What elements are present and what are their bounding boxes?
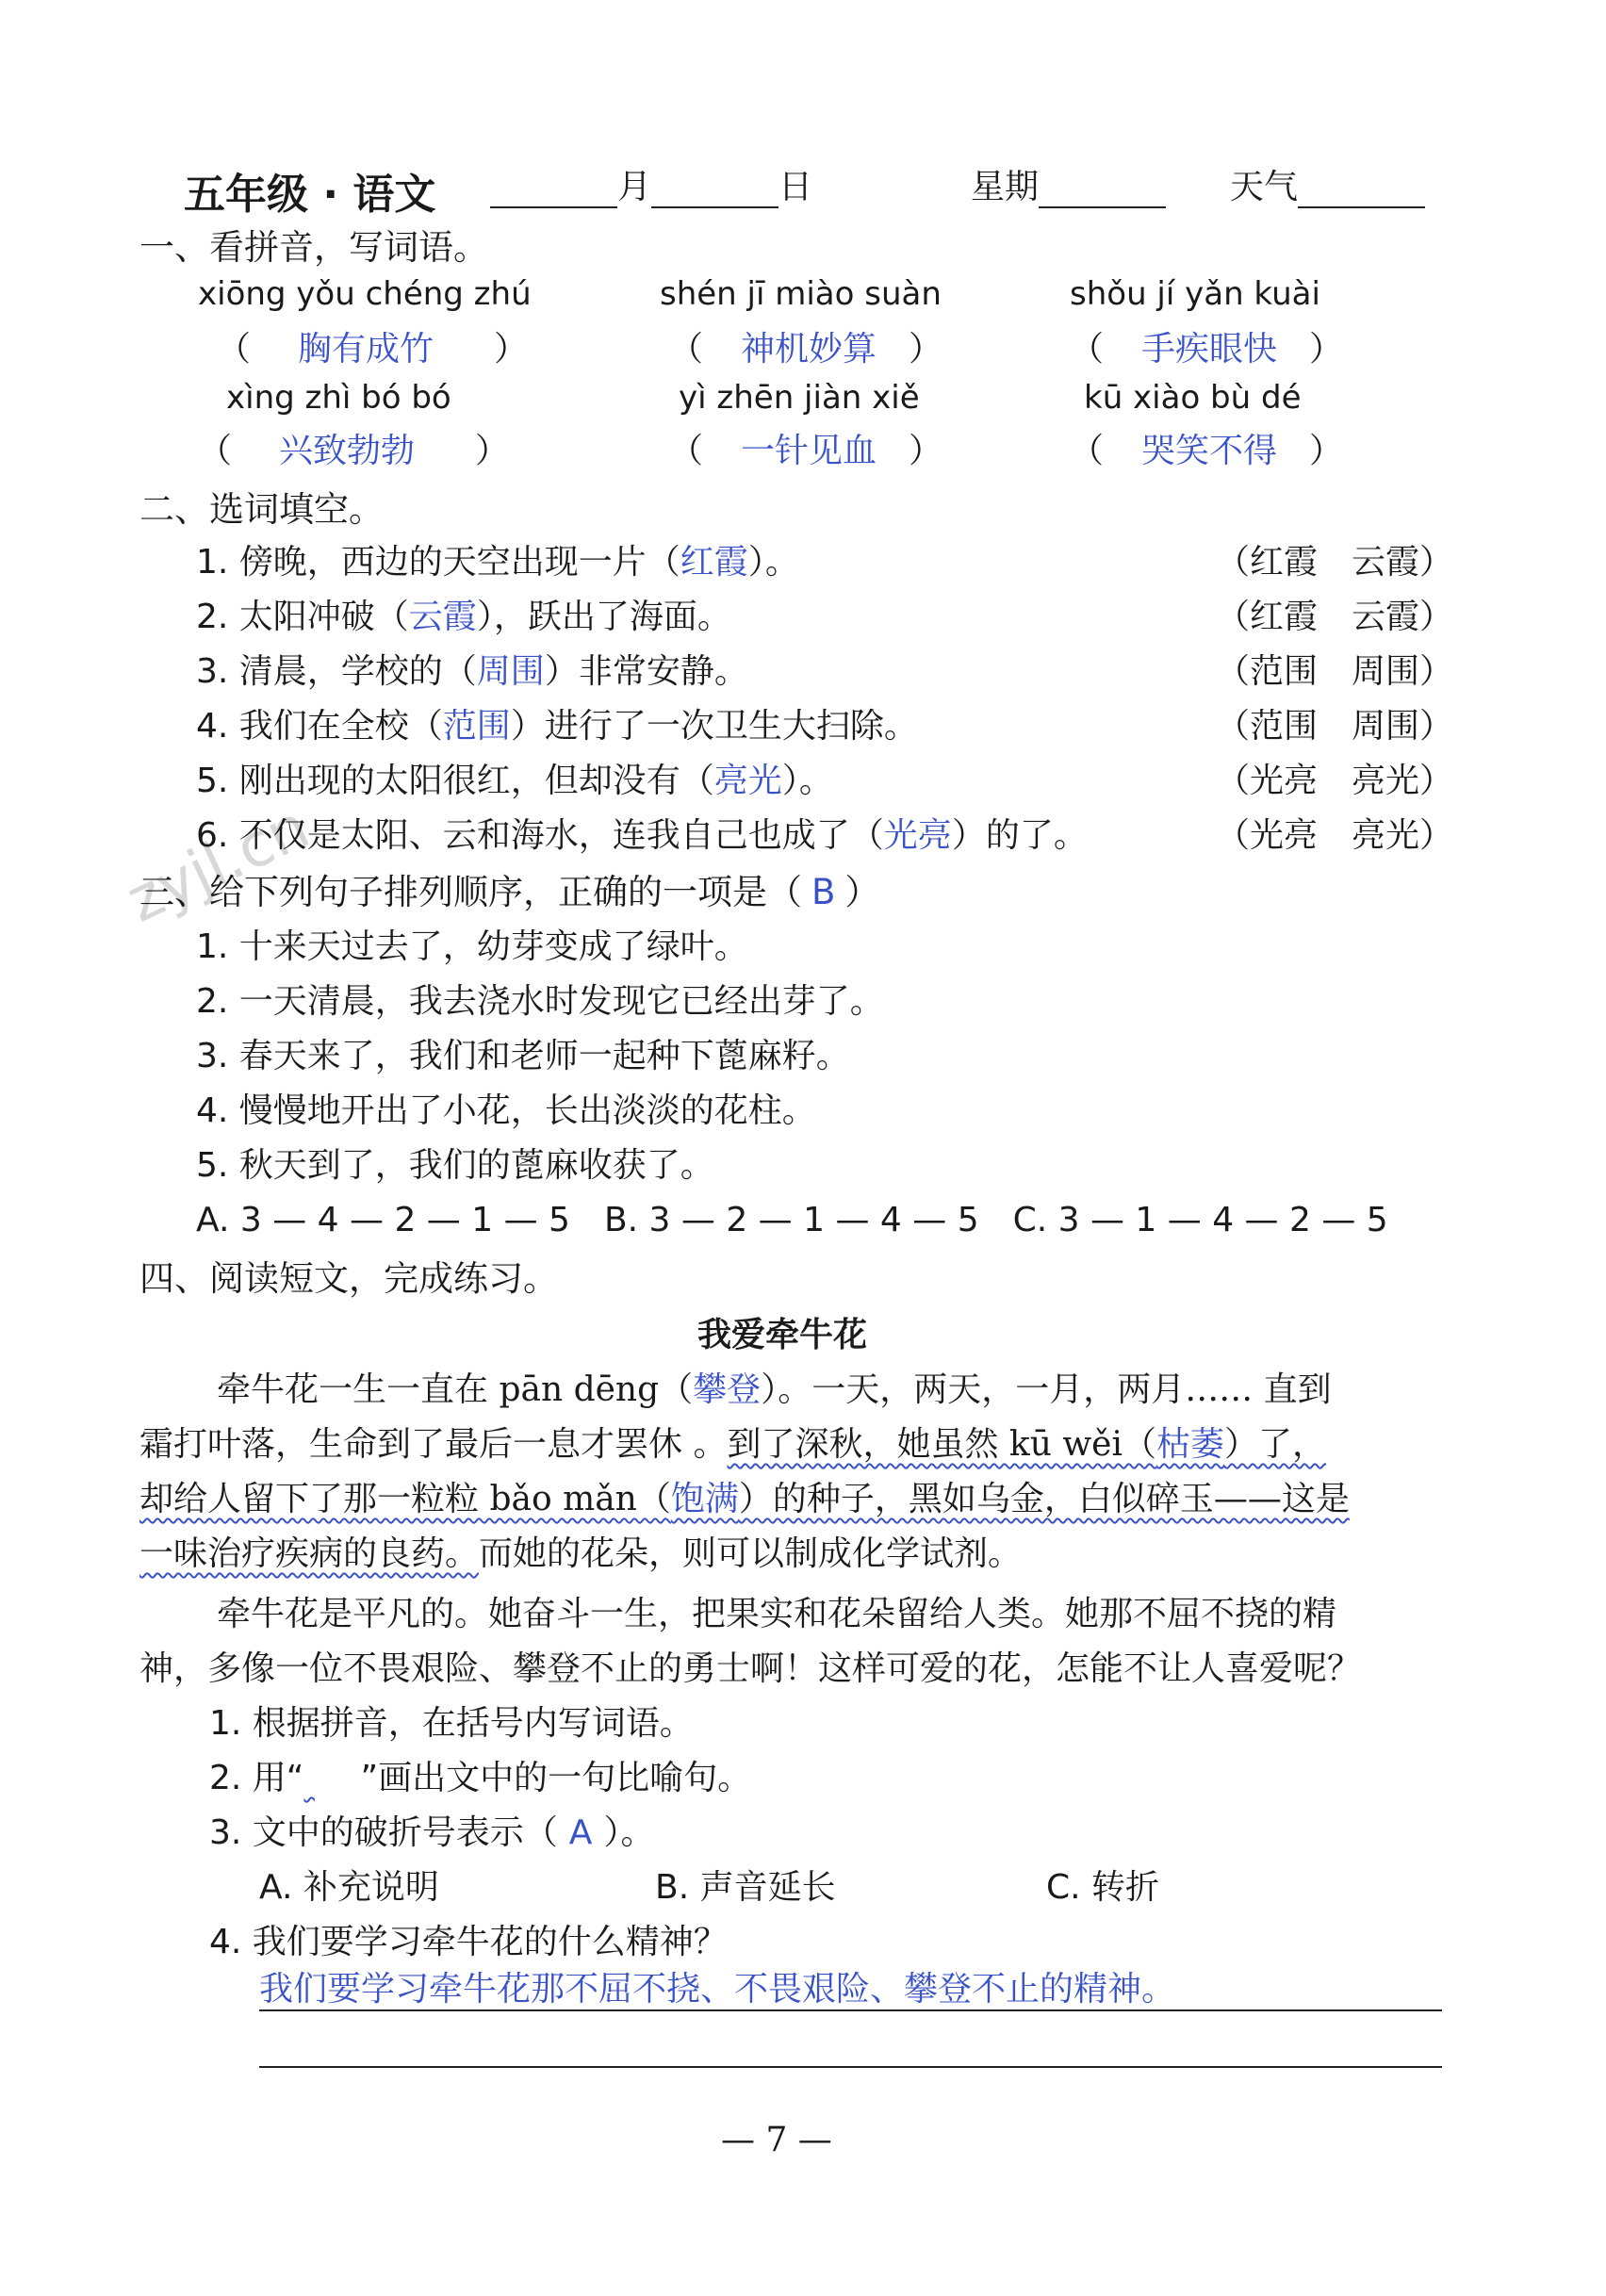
- passage-answer-2[interactable]: 枯萎: [1155, 1425, 1224, 1464]
- answer-box-5[interactable]: （ 一针见血 ）: [669, 432, 942, 470]
- order-line-2: 2. 一天清晨，我去浇水时发现它已经出芽了。: [196, 982, 884, 1021]
- section-3-heading: 三、给下列句子排列顺序，正确的一项是（ B ）: [139, 872, 880, 912]
- pinyin-2: shén jī miào suàn: [660, 275, 942, 313]
- passage-line-4: 一味治疗疾病的良药。而她的花朵，则可以制成化学试剂。: [139, 1534, 1023, 1573]
- answer-4: 兴致勃勃: [279, 432, 416, 470]
- order-line-1: 1. 十来天过去了，幼芽变成了绿叶。: [196, 927, 748, 966]
- weather-blank[interactable]: [1298, 174, 1425, 208]
- order-answer[interactable]: B: [811, 872, 836, 912]
- fill-options-1: （红霞 云霞）: [1216, 543, 1454, 582]
- fill-item-1: 1. 傍晚，西边的天空出现一片（红霞）。: [196, 543, 799, 582]
- fill-answer-2[interactable]: 云霞: [408, 598, 477, 636]
- day-label: 日: [778, 168, 813, 206]
- watermark: zyjl.cn: [116, 792, 320, 937]
- section-4-heading: 四、阅读短文，完成练习。: [139, 1258, 558, 1299]
- weekday-label: 星期: [971, 168, 1040, 206]
- answer-5: 一针见血: [741, 432, 877, 470]
- pinyin-1: xiōng yǒu chéng zhú: [198, 275, 532, 313]
- passage-line-3: [139, 1472, 1350, 1520]
- order-line-5: 5. 秋天到了，我们的蓖麻收获了。: [196, 1146, 714, 1185]
- fill-options-3: （范围 周围）: [1216, 652, 1454, 691]
- passage-line-6: 神，多像一位不畏艰险、攀登不止的勇士啊！这样可爱的花，怎能不让人喜爱呢？: [139, 1649, 1362, 1688]
- pinyin-3: shǒu jí yǎn kuài: [1070, 275, 1320, 313]
- month-label: 月: [617, 168, 652, 206]
- passage-line-5: 牵牛花是平凡的。她奋斗一生，把果实和花朵留给人类。她那不屈不挠的精: [217, 1595, 1337, 1633]
- order-choices: A. 3 — 4 — 2 — 1 — 5 B. 3 — 2 — 1 — 4 — 5 C. 3 — 1 — 4 — 2 — 5: [196, 1201, 1388, 1239]
- question-4-answer[interactable]: 我们要学习牵牛花那不屈不挠、不畏艰险、攀登不止的精神。: [259, 1970, 1176, 2009]
- passage-line-2: 霜打叶落，生命到了最后一息才罢休 。到了深秋，她虽然 kū wěi（枯萎）了，: [139, 1425, 1327, 1464]
- weekday-field: [971, 160, 1166, 208]
- fill-options-6: （光亮 亮光）: [1216, 816, 1454, 855]
- pinyin-6: kū xiào bù dé: [1084, 379, 1302, 417]
- page-number: — 7 —: [721, 2121, 832, 2159]
- q3-option-b: B. 声音延长: [655, 1868, 836, 1907]
- fill-item-3: 3. 清晨，学校的（周围）非常安静。: [196, 652, 748, 691]
- fill-answer-3[interactable]: 周围: [476, 652, 545, 691]
- q3-option-c: C. 转折: [1046, 1868, 1160, 1907]
- answer-box-3[interactable]: （ 手疾眼快 ）: [1070, 330, 1343, 369]
- fill-item-2: 2. 太阳冲破（云霞），跃出了海面。: [196, 598, 731, 636]
- answer-1: 胸有成竹: [298, 330, 434, 369]
- fill-item-4: 4. 我们在全校（范围）进行了一次卫生大扫除。: [196, 707, 918, 746]
- answer-box-6[interactable]: （ 哭笑不得 ）: [1070, 432, 1343, 470]
- section-1-heading: 一、看拼音，写词语。: [139, 227, 488, 268]
- fill-answer-4[interactable]: 范围: [442, 707, 511, 746]
- weekday-blank[interactable]: [1039, 174, 1166, 208]
- fill-answer-1[interactable]: 红霞: [680, 543, 748, 582]
- question-2: 2. 用“ ”画出文中的一句比喻句。: [209, 1759, 752, 1797]
- answer-box-4[interactable]: （ 兴致勃勃 ）: [198, 432, 509, 470]
- fill-options-4: （范围 周围）: [1216, 707, 1454, 746]
- simile-underline-2: 却给人留下了那一粒粒 bǎo mǎn（饱满）的种子，黑如乌金，白似碎玉——这是: [139, 1480, 1350, 1518]
- order-line-4: 4. 慢慢地开出了小花，长出淡淡的花柱。: [196, 1091, 816, 1130]
- answer-box-2[interactable]: （ 神机妙算 ）: [669, 330, 942, 369]
- fill-item-5: 5. 刚出现的太阳很红，但却没有（亮光）。: [196, 762, 833, 800]
- fill-answer-6[interactable]: 光亮: [883, 816, 952, 855]
- question-3: 3. 文中的破折号表示（ A ）。: [209, 1813, 655, 1852]
- order-line-3: 3. 春天来了，我们和老师一起种下蓖麻籽。: [196, 1037, 850, 1075]
- passage-title: 我爱牵牛花: [697, 1316, 868, 1354]
- fill-answer-5[interactable]: 亮光: [713, 762, 782, 800]
- date-field: [490, 160, 812, 208]
- answer-3: 手疾眼快: [1141, 330, 1278, 369]
- passage-answer-1[interactable]: 攀登: [693, 1370, 762, 1409]
- question-4: 4. 我们要学习牵牛花的什么精神？: [209, 1923, 728, 1961]
- pinyin-5: yì zhēn jiàn xiě: [679, 379, 920, 417]
- fill-options-2: （红霞 云霞）: [1216, 598, 1454, 636]
- answer-box-1[interactable]: （ 胸有成竹 ）: [217, 330, 528, 369]
- weather-label: 天气: [1230, 168, 1299, 206]
- wavy-line-sample: [303, 1759, 360, 1797]
- answer-line-2: [259, 2066, 1442, 2068]
- answer-2: 神机妙算: [741, 330, 877, 369]
- month-blank[interactable]: [490, 174, 617, 208]
- answer-6: 哭笑不得: [1141, 432, 1278, 470]
- passage-answer-3[interactable]: 饱满: [670, 1480, 739, 1518]
- page-title: 五年级 · 语文: [184, 171, 436, 219]
- question-1: 1. 根据拼音，在括号内写词语。: [209, 1704, 694, 1743]
- weather-field: [1230, 160, 1425, 208]
- section-2-heading: 二、选词填空。: [139, 489, 384, 530]
- simile-underline-3: 一味治疗疾病的良药。: [139, 1534, 480, 1573]
- fill-item-6: 6. 不仅是太阳、云和海水，连我自己也成了（光亮）的了。: [196, 816, 1088, 855]
- answer-line-1: [259, 2009, 1442, 2011]
- simile-underline-1: 到了深秋，她虽然 kū wěi（枯萎）了，: [727, 1425, 1327, 1464]
- q3-option-a: A. 补充说明: [259, 1868, 439, 1907]
- fill-options-5: （光亮 亮光）: [1216, 762, 1454, 800]
- day-blank[interactable]: [651, 174, 778, 208]
- question-3-answer[interactable]: A: [568, 1813, 593, 1852]
- pinyin-4: xìng zhì bó bó: [226, 379, 451, 417]
- passage-line-1: 牵牛花一生一直在 pān dēng（攀登）。一天，两天，一月，两月…… 直到: [217, 1370, 1332, 1409]
